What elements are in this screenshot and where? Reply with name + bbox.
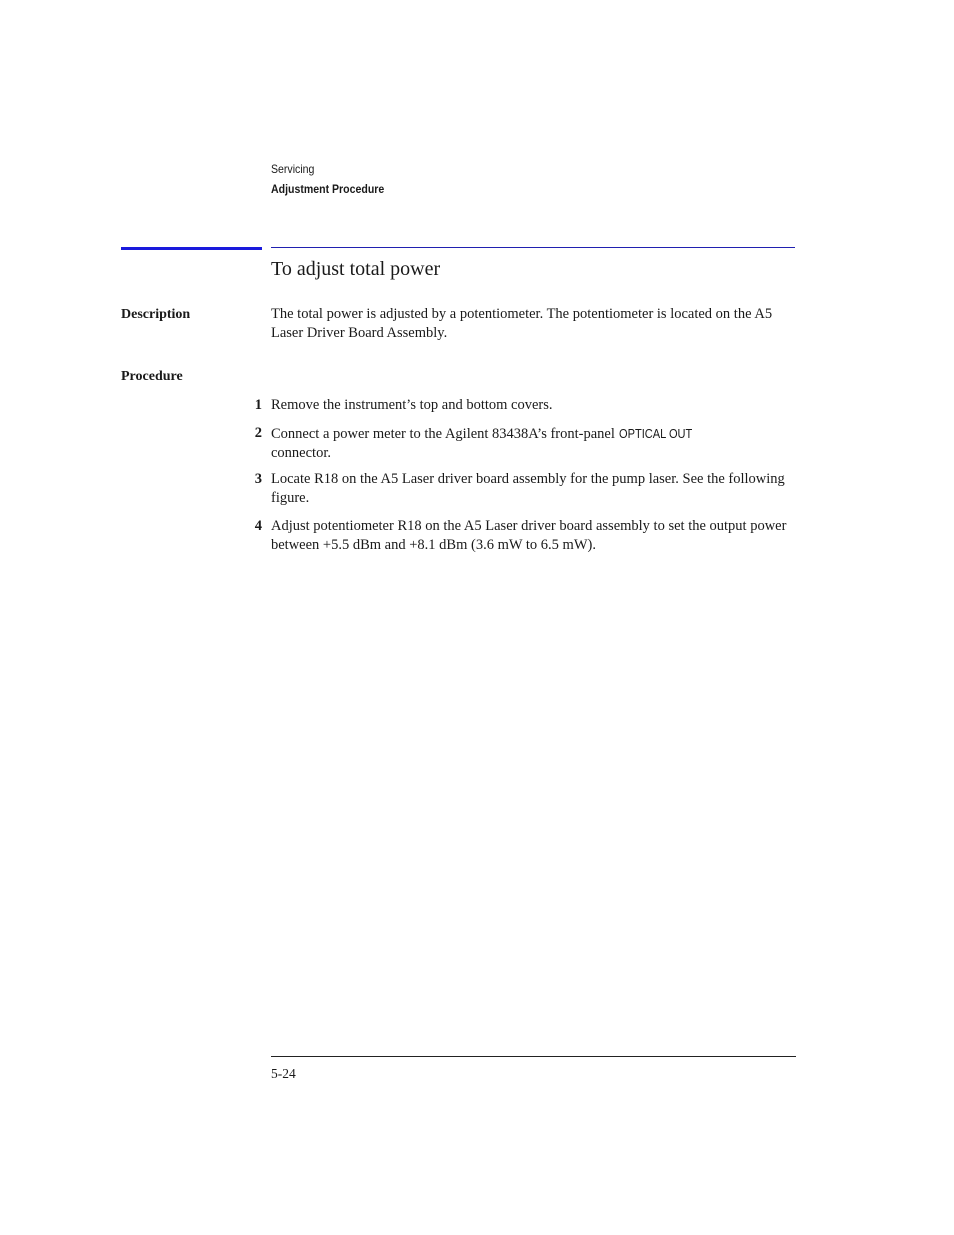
step-number: 4 bbox=[254, 518, 262, 534]
page-title: To adjust total power bbox=[271, 258, 441, 280]
page-number: 5-24 bbox=[271, 1066, 296, 1081]
description-text: The total power is adjusted by a potentiometer. The potentiometer is located on the A5 Laser Driver Board Assembly. bbox=[271, 306, 773, 341]
front-panel-key-label: OPTICAL OUT bbox=[618, 426, 692, 441]
footer-rule bbox=[271, 1056, 796, 1057]
running-header-section: Servicing bbox=[271, 162, 315, 176]
step-text: Remove the instrument’s top and bottom covers. bbox=[271, 397, 553, 413]
step-text-after: connector. bbox=[271, 445, 331, 461]
running-header-subsection: Adjustment Procedure bbox=[271, 182, 385, 196]
step-number: 3 bbox=[254, 471, 262, 487]
step-text: Adjust potentiometer R18 on the A5 Laser driver board assembly to set the output power between +5.5 dBm and +8.1 dBm (3.6 mW to 6.5 mW). bbox=[271, 518, 787, 553]
section-accent-rule bbox=[121, 247, 262, 250]
step-number: 1 bbox=[254, 397, 262, 413]
description-label: Description bbox=[121, 307, 191, 322]
step-text: Locate R18 on the A5 Laser driver board assembly for the pump laser. See the following figure. bbox=[271, 471, 785, 506]
step-text bbox=[271, 424, 795, 463]
step-text-before: Connect a power meter to the Agilent 83438A’s front-panel bbox=[271, 426, 619, 442]
section-title-rule bbox=[271, 247, 795, 248]
step-number: 2 bbox=[254, 425, 262, 441]
procedure-label: Procedure bbox=[121, 369, 183, 384]
